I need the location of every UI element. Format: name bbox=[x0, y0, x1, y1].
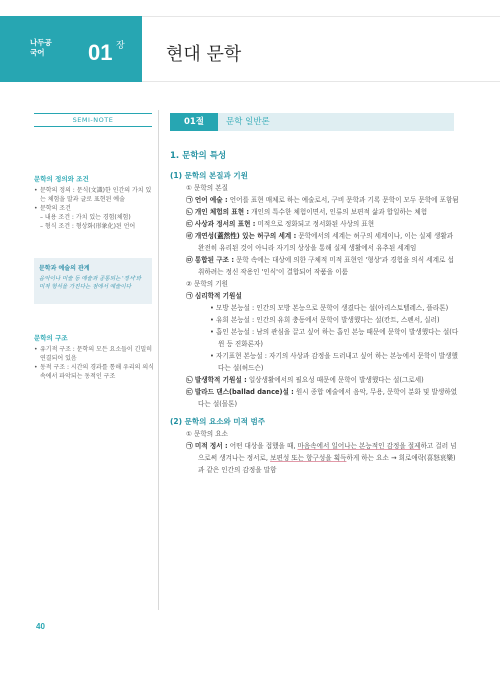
item-circled: ① 문학의 요소 bbox=[186, 430, 228, 438]
side-note-item: • 문학의 조건 bbox=[34, 204, 154, 213]
item-text: 문학에서의 세계는 허구의 세계이나, 이는 실제 생활과 완전히 유리된 것이 아니라 자기의 상상을 통해 실제 생활에서 유추된 세계임 bbox=[198, 232, 454, 252]
item-label: ㉡ 개인 체험의 표현 : bbox=[186, 208, 249, 216]
item-text: 원시 종합 예술에서 음악, 무용, 문학이 분화 및 발생하였다는 설(몰톤) bbox=[198, 388, 457, 408]
item-text: 하고 걸러 넘으로써 생겨나는 정서로, bbox=[198, 442, 457, 462]
item-circled: ① 문학의 본질 bbox=[186, 184, 228, 192]
brand-label bbox=[30, 38, 52, 58]
item-label: ㉣ 개연성(蓋然性) 있는 허구의 세계 : bbox=[186, 232, 297, 240]
chapter-badge bbox=[0, 16, 142, 82]
side-note-subitem: – 형식 조건 : 형상화(形象化)된 언어 bbox=[40, 223, 136, 230]
side-note-definition bbox=[34, 175, 154, 231]
heading-2: (1) 문학의 본질과 기원 bbox=[170, 171, 248, 180]
column-divider bbox=[158, 110, 159, 610]
item-text: 일상생활에서의 필요성 때문에 문학이 발생했다는 설(그로세) bbox=[246, 376, 424, 384]
item-text: 미적으로 정화되고 정서화된 사상의 표현 bbox=[255, 220, 375, 228]
side-note-subitem: – 내용 조건 : 가치 있는 경험(체험) bbox=[40, 214, 131, 221]
item-circled: ② 문학의 기원 bbox=[186, 280, 228, 288]
tip-box bbox=[34, 258, 152, 304]
list-item bbox=[170, 254, 460, 278]
list-item bbox=[170, 386, 460, 410]
item-text: 언어를 표현 매체로 하는 예술로서, 구비 문학과 기록 문학이 모두 문학에 포함됨 bbox=[227, 196, 459, 204]
section-title: 문학 일반론 bbox=[226, 117, 270, 127]
bullet-item: • 자기표현 본능설 : 자기의 사상과 감정을 드러내고 싶어 하는 본능에서 문학이 발생했다는 설(허드슨) bbox=[210, 352, 458, 372]
page-number: 40 bbox=[36, 622, 45, 631]
bullet-item: • 흡인 본능설 : 남의 관심을 끌고 싶어 하는 흡인 본능 때문에 문학이 발생했다는 설(다윈 등 진화론자) bbox=[210, 328, 459, 348]
underlined-text: 마음속에서 일어나는 본능적인 감정을 절제 bbox=[297, 442, 421, 450]
list-item bbox=[170, 230, 460, 254]
item-label: ㉠ 미적 정서 : bbox=[186, 442, 228, 450]
side-note-heading: 문학의 정의와 조건 bbox=[34, 175, 89, 183]
side-note-structure bbox=[34, 334, 154, 381]
section-bar bbox=[170, 113, 454, 131]
heading-2: (2) 문학의 요소와 미적 범주 bbox=[170, 417, 265, 426]
bullet-item: • 모방 본능설 : 인간의 모방 본능으로 문학이 생겼다는 설(아리스토텔레스, 플라톤) bbox=[210, 304, 449, 312]
chapter-number: 01 bbox=[88, 40, 113, 65]
main-content bbox=[170, 150, 460, 476]
list-item bbox=[170, 206, 460, 218]
list-item bbox=[170, 194, 460, 206]
section-number: 01절 bbox=[170, 113, 218, 131]
item-label: ㉠ 언어 예술 : bbox=[186, 196, 228, 204]
chapter-suffix: 장 bbox=[116, 41, 125, 51]
item-label: ㉡ 발생학적 기원설 : bbox=[186, 376, 247, 384]
item-label: ㉤ 통합된 구조 : bbox=[186, 256, 234, 264]
list-item bbox=[170, 218, 460, 230]
list-item bbox=[170, 374, 460, 386]
side-note-item: • 유기적 구조 : 문학의 모든 요소들이 긴밀히 연결되어 있음 bbox=[34, 345, 154, 363]
bullet-item: • 유희 본능설 : 인간의 유희 충동에서 문학이 발생했다는 설(칸트, 스펜서, 실러) bbox=[210, 316, 440, 324]
chapter-title: 현대 문학 bbox=[166, 44, 242, 65]
item-label: ㉢ 사상과 정서의 표현 : bbox=[186, 220, 256, 228]
side-note-item: • 동적 구조 : 시간의 경과를 통해 우리의 의식 속에서 파악되는 동적인 구조 bbox=[34, 363, 154, 381]
item-text: 어떤 대상을 접했을 때, bbox=[227, 442, 298, 450]
heading-1: 1. 문학의 특성 bbox=[170, 151, 227, 161]
side-note-heading: 문학의 구조 bbox=[34, 334, 68, 342]
list-item: ㉠ 심리학적 기원설 bbox=[186, 292, 242, 300]
tip-text: 음악이나 미술 등 예술과 공통되는 '정서'와 미적 형식을 가진다는 점에서 예술이다 bbox=[39, 276, 142, 290]
brand-line-2: 국어 bbox=[30, 48, 45, 57]
brand-line-1: 나두공 bbox=[30, 38, 52, 47]
chapter-header bbox=[0, 16, 500, 82]
tip-heading: 문학과 예술의 관계 bbox=[39, 265, 90, 272]
side-note-item: • 문학의 정의 : 문식(文識)한 인간의 가치 있는 체험을 말과 글로 표현된 예술 bbox=[34, 186, 154, 204]
underlined-text: 보편성 또는 항구성을 획득 bbox=[270, 454, 347, 462]
item-text: 문학 속에는 대상에 의한 구체적 미적 표현인 '형상'과 경험을 의식 세계로 섭취하려는 정신 작용인 '인식'이 결합되어 작품을 이룸 bbox=[198, 256, 454, 276]
list-item bbox=[170, 440, 460, 476]
item-text: 하게 하는 요소 → 희로애락(喜怒哀樂)과 같은 인간의 감정을 말함 bbox=[198, 454, 456, 474]
semi-note-label: SEMI-NOTE bbox=[34, 113, 152, 127]
item-text: 개인의 특수한 체험이면서, 인류의 보편적 삶과 합일하는 체험 bbox=[249, 208, 428, 216]
item-label: ㉢ 발라드 댄스(ballad dance)설 : bbox=[186, 388, 294, 396]
